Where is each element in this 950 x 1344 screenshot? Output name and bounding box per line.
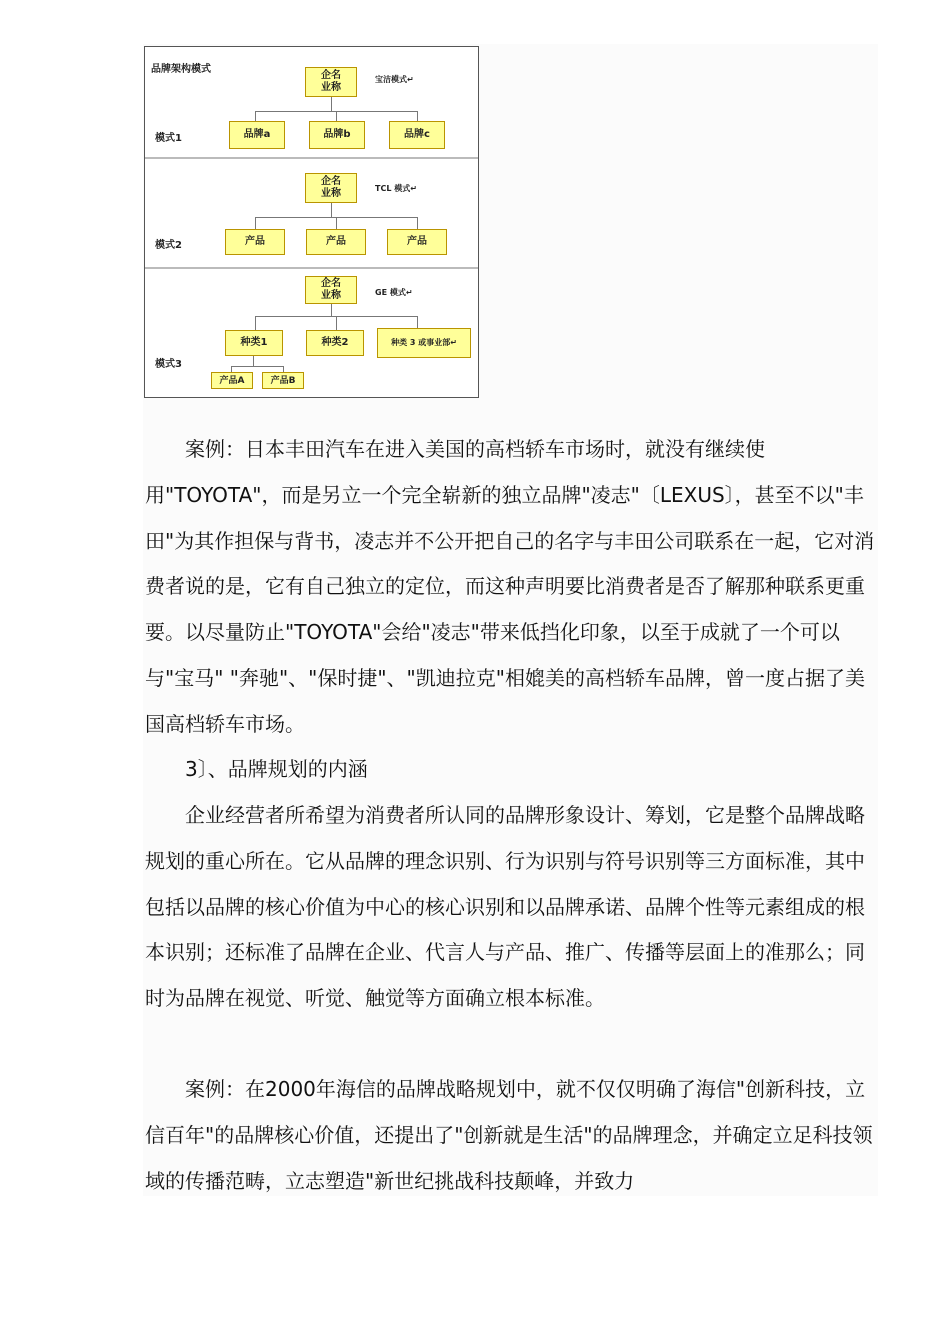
mode2-child-box: 产品 bbox=[306, 229, 366, 255]
company-box-mode1: 企名 业称 bbox=[305, 67, 357, 97]
connector bbox=[336, 217, 337, 229]
company-box-mode3: 企名 业称 bbox=[305, 276, 357, 304]
paragraph-hisense-case bbox=[145, 1067, 875, 1204]
mode2-child-box: 产品 bbox=[225, 229, 285, 255]
paragraph-text: 案例：在2000年海信的品牌战略规划中，就不仅仅明确了海信"创新科技，立信百年"的品牌核心价值，还提出了"创新就是生活"的品牌理念，并确定立足科技领域的传播范畴，立志塑造"新世纪挑战科技颠峰，并致力 bbox=[145, 1077, 873, 1193]
connector bbox=[336, 316, 337, 330]
connector bbox=[417, 217, 418, 229]
brand-architecture-diagram bbox=[144, 46, 479, 398]
mode3-category-box: 种类2 bbox=[306, 330, 364, 356]
paragraph-text: 企业经营者所希望为消费者所认同的品牌形象设计、筹划，它是整个品牌战略规划的重心所在。它从品牌的理念识别、行为识别与符号识别等三方面标准，其中包括以品牌的核心价值为中心的核心识别和以品牌承诺、品牌个性等元素组成的根本识别；还标准了品牌在企业、代言人与产品、推广、传播等层面上的准那么；同时为品牌在视觉、听觉、触觉等方面确立根本标准。 bbox=[145, 803, 865, 1011]
mode3-product-box: 产品B bbox=[262, 372, 304, 389]
section-heading-brand-planning bbox=[145, 747, 875, 793]
mode1-label: 模式1 bbox=[155, 133, 182, 144]
connector bbox=[331, 97, 332, 111]
mode2-note: TCL 模式↵ bbox=[375, 184, 417, 193]
mode3-label: 模式3 bbox=[155, 359, 182, 370]
mode2-label: 模式2 bbox=[155, 240, 182, 251]
mode3-note: GE 模式↵ bbox=[375, 288, 413, 297]
connector bbox=[417, 111, 418, 121]
connector bbox=[253, 356, 254, 366]
mode1-child-box: 品牌a bbox=[229, 121, 285, 149]
mode1-note: 宝洁模式↵ bbox=[375, 75, 414, 84]
paragraph-brand-planning bbox=[145, 793, 875, 1022]
mode2-child-box: 产品 bbox=[387, 229, 447, 255]
connector bbox=[331, 203, 332, 217]
mode3-division-box: 种类 3 或事业部↵ bbox=[377, 328, 471, 358]
mode3-product-box: 产品A bbox=[211, 372, 253, 389]
mode3-category-box: 种类1 bbox=[225, 330, 283, 356]
connector bbox=[417, 316, 418, 328]
connector bbox=[255, 111, 256, 121]
mode1-child-box: 品牌c bbox=[389, 121, 445, 149]
connector bbox=[331, 304, 332, 316]
mode1-child-box: 品牌b bbox=[309, 121, 365, 149]
connector bbox=[255, 217, 256, 229]
connector bbox=[255, 316, 256, 330]
connector bbox=[231, 366, 283, 367]
section-divider bbox=[145, 157, 478, 159]
paragraph-text: 案例：日本丰田汽车在进入美国的高档轿车市场时，就没有继续使用"TOYOTA"，而是另立一个完全崭新的独立品牌"凌志"〔LEXUS〕，甚至不以"丰田"为其作担保与背书，凌志并不公开把自己的名字与丰田公司联系在一起，它对消费者说的是，它有自己独立的定位，而这种声明要比消费者是否了解那种联系更重要。以尽量防止"TOYOTA"会给"凌志"带来低挡化印象，以至于成就了一个可以与"宝马" "奔驰"、"保时捷"、"凯迪拉克"相媲美的高档轿车品牌，曾一度占据了美国高档轿车市场。 bbox=[145, 437, 875, 736]
connector bbox=[336, 111, 337, 121]
paragraph-toyota-case bbox=[145, 427, 875, 748]
section-divider bbox=[145, 267, 478, 269]
company-box-mode2: 企名 业称 bbox=[305, 173, 357, 203]
heading-text: 3〕、品牌规划的内涵 bbox=[185, 757, 368, 781]
diagram-title: 品牌架构模式 bbox=[151, 64, 211, 75]
